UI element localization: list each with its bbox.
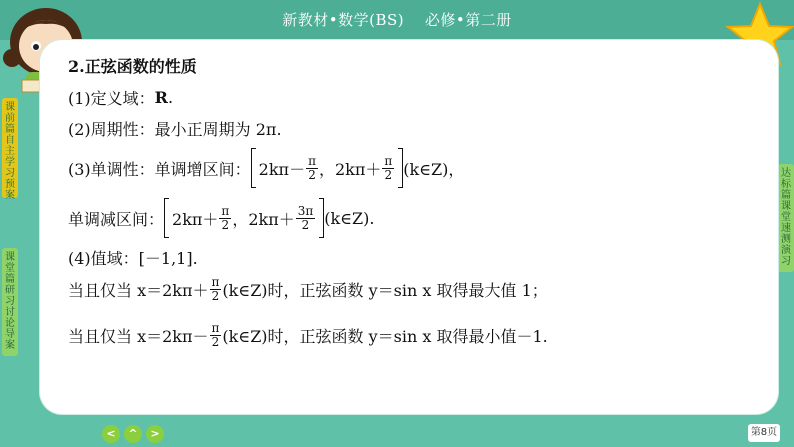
section-heading: 2.正弦函数的性质	[68, 57, 197, 76]
header-title: 新教材•数学(BS) 必修•第二册	[282, 11, 512, 29]
tab-pre-class[interactable]: 课前篇自主学习预案	[2, 98, 18, 198]
fraction: $\frac{\pi}{2}$	[221, 203, 230, 232]
minimum-line: 当且仅当 x＝2kπ－ $\frac{\pi}{2}$ (k∈Z)时，正弦函数 y＝sin x 取得最小值－1.	[68, 321, 548, 349]
page-number: 第8页	[748, 424, 780, 442]
home-button[interactable]: ^	[124, 425, 142, 443]
tab-in-class[interactable]: 课堂篇研习讨论导案	[2, 248, 18, 356]
decreasing-interval-line: 单调减区间： 2kπ＋ $\frac{\pi}{2}$ ，2kπ＋ $\frac{3\pi}{2}$ (k∈Z).	[68, 198, 374, 238]
prev-button[interactable]: <	[102, 425, 120, 443]
increasing-interval-line: (3)单调性：单调增区间： 2kπ－ $\frac{\pi}{2}$ ，2kπ＋ $\frac{\pi}{2}$ (k∈Z)，	[68, 148, 464, 188]
tab-assessment[interactable]: 达标篇课堂速测演习	[778, 164, 794, 272]
domain-line: (1)定义域： R .	[68, 88, 174, 108]
fraction: $\frac{\pi}{2}$	[384, 153, 393, 182]
left-bracket	[164, 198, 169, 238]
fraction: $\frac{\pi}{2}$	[211, 321, 220, 349]
fraction: $\frac{\pi}{2}$	[308, 153, 316, 182]
fraction: $\frac{3\pi}{2}$	[297, 203, 314, 232]
domain-value: R	[154, 88, 168, 107]
left-bracket	[251, 148, 256, 188]
next-button[interactable]: >	[146, 425, 164, 443]
range-line: (4)值域：[－1,1].	[68, 249, 198, 268]
fraction: $\frac{\pi}{2}$	[211, 275, 220, 303]
period-line: (2)周期性：最小正周期为 2π.	[68, 120, 282, 139]
maximum-line: 当且仅当 x＝2kπ＋ $\frac{\pi}{2}$ (k∈Z)时，正弦函数 y＝sin x 取得最大值 1；	[68, 275, 548, 303]
